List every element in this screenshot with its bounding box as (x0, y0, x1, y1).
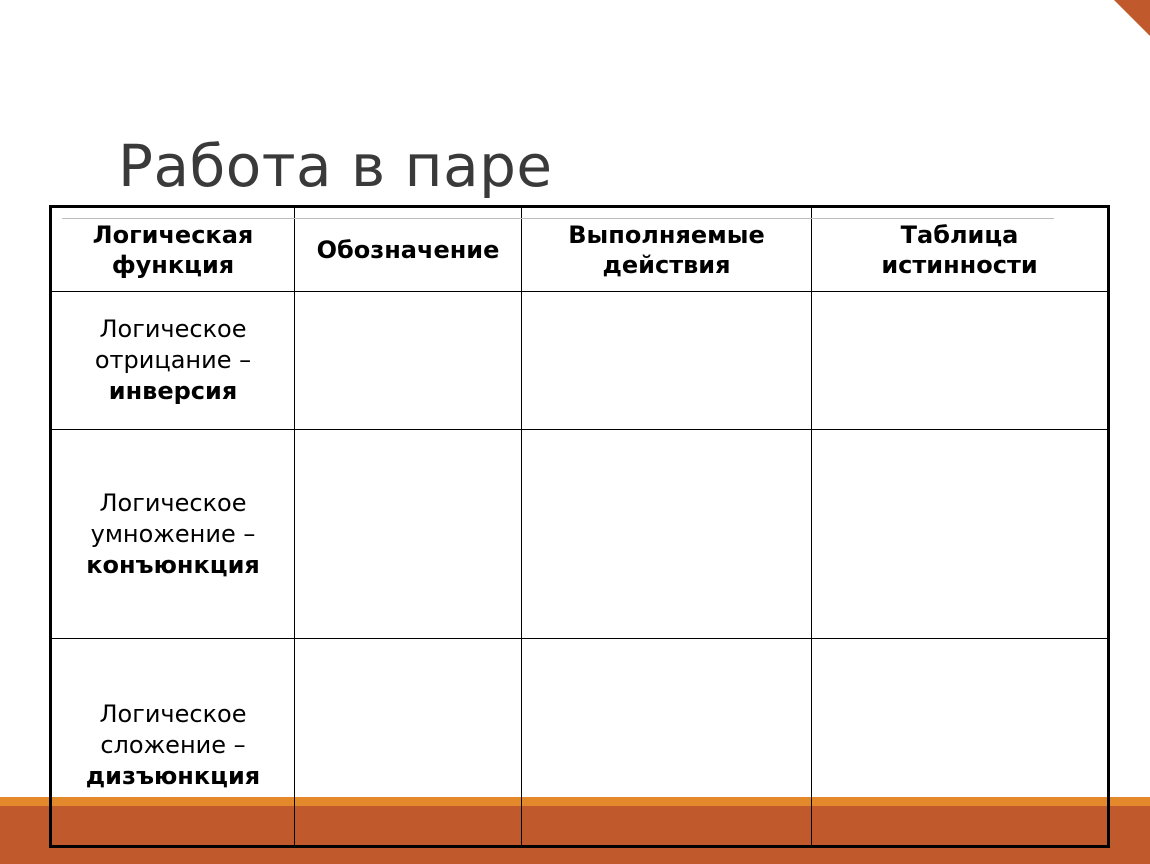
cell-actions-conjunction[interactable] (522, 430, 812, 639)
cell-truth-table-disjunction[interactable] (812, 639, 1109, 847)
slide-title: Работа в паре (118, 132, 553, 200)
cell-truth-table-inversion[interactable] (812, 292, 1109, 430)
header-notation: Обозначение (295, 207, 522, 292)
header-actions: Выполняемые действия (522, 207, 812, 292)
header-divider (62, 218, 1054, 219)
cell-disjunction: Логическое сложение – дизъюнкция (51, 639, 295, 847)
table-row (51, 639, 1109, 847)
cell-truth-table-conjunction[interactable] (812, 430, 1109, 639)
header-truth-table: Таблица истинности (812, 207, 1109, 292)
cell-notation-inversion[interactable] (295, 292, 522, 430)
table-row (51, 430, 1109, 639)
cell-notation-conjunction[interactable] (295, 430, 522, 639)
cell-actions-inversion[interactable] (522, 292, 812, 430)
corner-triangle-icon (1114, 0, 1150, 36)
cell-inversion: Логическое отрицание – инверсия (51, 292, 295, 430)
cell-conjunction: Логическое умножение – конъюнкция (51, 430, 295, 639)
header-logical-function: Логическая функция (51, 207, 295, 292)
cell-actions-disjunction[interactable] (522, 639, 812, 847)
table-header-row (51, 207, 1109, 292)
table-row (51, 292, 1109, 430)
cell-notation-disjunction[interactable] (295, 639, 522, 847)
logic-table (49, 205, 1110, 848)
